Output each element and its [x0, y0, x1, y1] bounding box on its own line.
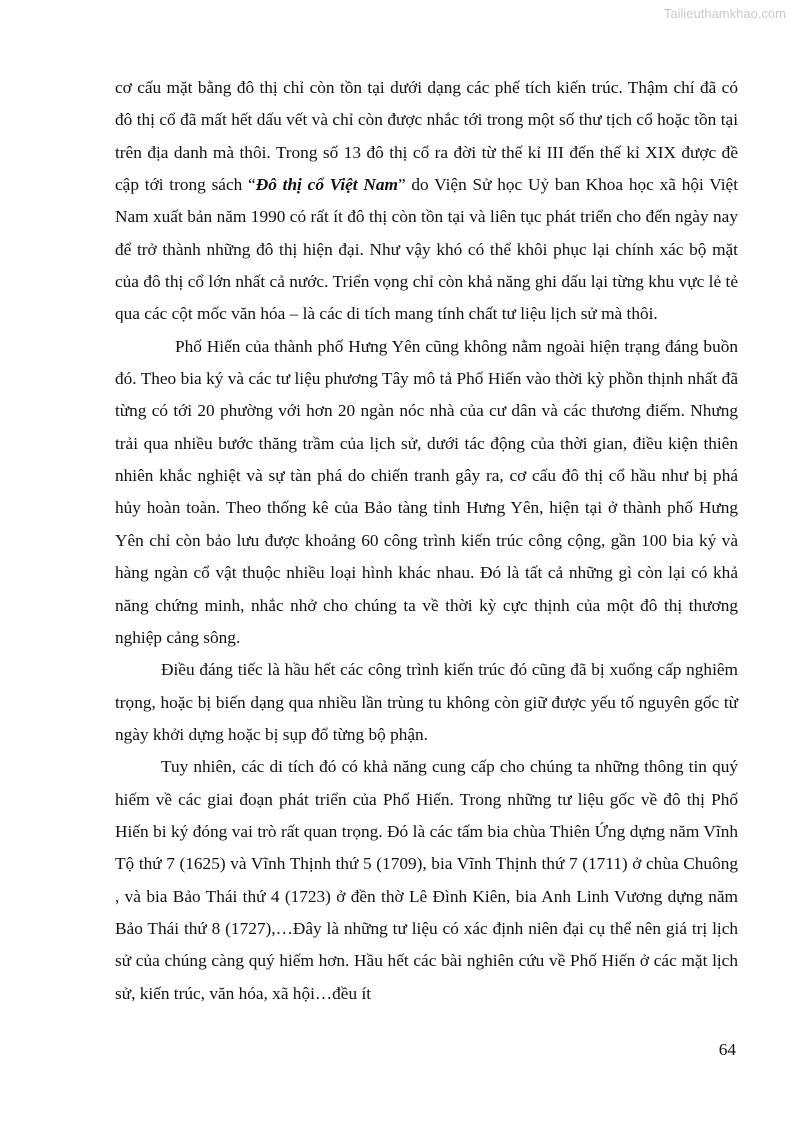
paragraph-1: [115, 72, 738, 331]
book-title: Đô thị cổ Việt Nam: [255, 175, 398, 195]
document-body: [115, 72, 738, 1010]
watermark: Tailieuthamkhao.com: [663, 6, 786, 21]
paragraph-3: Điều đáng tiếc là hầu hết các công trình kiến trúc đó cũng đã bị xuống cấp nghiêm trọng, hoặc bị biến dạng qua nhiều lần trùng tu không còn giữ được yếu tố nguyên gốc từ ngày khởi dựng hoặc bị sụp đổ từng bộ phận.: [115, 660, 738, 744]
page-number: 64: [718, 1040, 736, 1059]
paragraph-2: Phố Hiến của thành phố Hưng Yên cũng không nằm ngoài hiện trạng đáng buồn đó. Theo bia ký và các tư liệu phương Tây mô tả Phố Hiến vào thời kỳ phồn thịnh nhất đã từng có tới 20 phường với hơn 20 ngàn nóc nhà của cư dân và các thương điếm. Nhưng trải qua nhiều bước thăng trầm của lịch sử, dưới tác động của thời gian, điều kiện thiên nhiên khắc nghiệt và sự tàn phá do chiến tranh gây ra, cơ cấu đô thị cổ hầu như bị phá hủy hoàn toàn. Theo thống kê của Bảo tàng tỉnh Hưng Yên, hiện tại ở thành phố Hưng Yên chỉ còn bảo lưu được khoảng 60 công trình kiến trúc công cộng, gần 100 bia ký và hàng ngàn cổ vật thuộc nhiều loại hình khác nhau. Đó là tất cả những gì còn lại có khả năng chứng minh, nhắc nhở cho chúng ta về thời kỳ cực thịnh của một đô thị thương nghiệp cảng sông.: [115, 336, 738, 647]
paragraph-1-before: cơ cấu mặt bằng đô thị chỉ còn tồn tại dưới dạng các phế tích kiến trúc. Thậm chí đã có đô thị cổ đã mất hết dấu vết và chỉ còn được nhắc tới trong một số thư tịch cổ hoặc tồn tại trên địa danh mà thôi. Trong số 13 đô thị cổ ra đời từ thế kỉ III đến thế kỉ XIX được đề cập tới trong sách “: [115, 78, 738, 195]
paragraph-4: Tuy nhiên, các di tích đó có khả năng cung cấp cho chúng ta những thông tin quý hiếm về các giai đoạn phát triển của Phố Hiến. Trong những tư liệu gốc về đô thị Phố Hiến bi ký đóng vai trò rất quan trọng. Đó là các tấm bia chùa Thiên Ứng dựng năm Vĩnh Tộ thứ 7 (1625) và Vĩnh Thịnh thứ 5 (1709), bia Vĩnh Thịnh thứ 7 (1711) ở chùa Chuông , và bia Bảo Thái thứ 4 (1723) ở đền thờ Lê Đình Kiên, bia Anh Linh Vương dựng năm Bảo Thái thứ 8 (1727),…Đây là những tư liệu có xác định niên đại cụ thể nên giá trị lịch sử của chúng càng quý hiếm hơn. Hầu hết các bài nghiên cứu về Phố Hiến ở các mặt lịch sử, kiến trúc, văn hóa, xã hội…đều ít: [115, 757, 738, 1003]
paragraph-1-after: ” do Viện Sử học Uỷ ban Khoa học xã hội Việt Nam xuất bản năm 1990 có rất ít đô thị còn tồn tại và liên tục phát triển cho đến ngày nay để trở thành những đô thị hiện đại. Như vậy khó có thể khôi phục lại chính xác bộ mặt của đô thị cổ lớn nhất cả nước. Triển vọng chỉ còn khả năng ghi dấu lại từng khu vực lẻ tẻ qua các cột mốc văn hóa – là các di tích mang tính chất tư liệu lịch sử mà thôi.: [115, 175, 738, 324]
